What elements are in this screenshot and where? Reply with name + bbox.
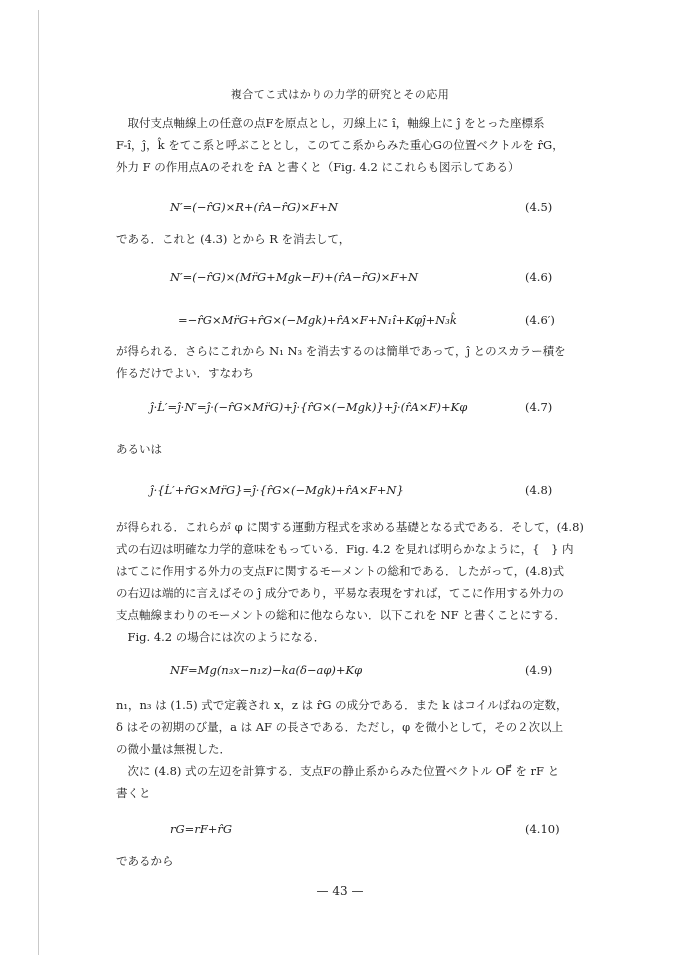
text-line: の微小量は無視した． — [116, 742, 231, 756]
text-line: 書くと — [116, 786, 151, 800]
text-line: n₁，n₃ は (1.5) 式で定義され x，z は r̂G の成分である．また k はコイルばねの定数， — [116, 698, 568, 712]
text-line: あるいは — [116, 442, 162, 456]
equation-number: (4.10) — [525, 822, 560, 836]
text-line: であるから — [116, 854, 174, 868]
equation-4-10: rG=rF+r̂G — [170, 822, 233, 836]
paragraph-or — [116, 438, 586, 460]
equation-4-6-prime: =−r̂G×Mr̈G+r̂G×(−Mgk)+r̂A×F+N₁î+Kφĵ+N₃k̂ — [178, 313, 457, 327]
text-line: 外力 F の作用点Aのそれを r̂A と書くと（Fig. 4.2 にこれらも図示してある） — [116, 160, 520, 174]
text-line: が得られる．これらが φ に関する運動方程式を求める基礎となる式である．そして，(4.8) — [116, 520, 584, 534]
equation-4-9: NF=Mg(n₃x−n₁z)−ka(δ−aφ)+Kφ — [170, 663, 363, 677]
equation-4-8: ĵ·{L̇′+r̂G×Mr̈G}=ĵ·{r̂G×(−Mgk)+r̂A×F+N} — [150, 483, 404, 497]
equation-4-6: N′=(−r̂G)×(Mr̈G+Mgk−F)+(r̂A−r̂G)×F+N — [170, 270, 419, 284]
text-line: F-î，ĵ，k̂ をてこ系と呼ぶこととし，このてこ系からみた重心Gの位置ベクトルを r̂G， — [116, 138, 564, 152]
paragraph-scalar-product — [116, 340, 586, 384]
text-line: 式の右辺は明確な力学的意味をもっている．Fig. 4.2 を見れば明らかなように，{ } 内 — [116, 542, 574, 556]
paragraph-intro — [116, 112, 586, 178]
equation-number: (4.8) — [525, 483, 553, 497]
equation-number: (4.9) — [525, 663, 553, 677]
text-line: 支点軸線まわりのモーメントの総和に他ならない．以下これを NF と書くことにする． — [116, 608, 566, 622]
running-header: 複合てこ式はかりの力学的研究とその応用 — [230, 88, 450, 101]
text-line: である．これと (4.3) とから R を消去して， — [116, 232, 351, 246]
binding-margin-line — [38, 10, 39, 955]
paragraph-definitions — [116, 694, 586, 804]
text-line: の右辺は端的に言えばその ĵ 成分であり，平易な表現をすれば，てこに作用する外力の — [116, 586, 564, 600]
equation-number: (4.6) — [525, 270, 553, 284]
text-line: Fig. 4.2 の場合には次のようになる． — [116, 630, 326, 644]
equation-number: (4.5) — [525, 200, 553, 214]
page-number: — 43 — — [316, 884, 364, 898]
text-line: 作るだけでよい．すなわち — [116, 366, 254, 380]
paragraph-eliminate-r — [116, 228, 586, 250]
equation-4-5: N′=(−r̂G)×R+(r̂A−r̂G)×F+N — [170, 200, 338, 214]
text-line: δ はその初期のび量，a は AF の長さである．ただし，φ を微小として，その２次以上 — [116, 720, 564, 734]
paragraph-therefore — [116, 850, 586, 872]
text-line: が得られる．さらにこれから N₁ N₃ を消去するのは簡単であって，ĵ とのスカラー積を — [116, 344, 566, 358]
text-line: はてこに作用する外力の支点Fに関するモーメントの総和である．したがって，(4.8)式 — [116, 564, 564, 578]
equation-number: (4.7) — [525, 400, 553, 414]
equation-number: (4.6′) — [525, 313, 555, 327]
text-line: 次に (4.8) 式の左辺を計算する．支点Fの静止系からみた位置ベクトル OF⃗ を rF と — [116, 764, 560, 778]
equation-4-7: ĵ·L̇′=ĵ·N′=ĵ·(−r̂G×Mr̈G)+ĵ·{r̂G×(−Mgk)}+ĵ·(r̂A×F)+Kφ — [150, 400, 468, 414]
text-line: 取付支点軸線上の任意の点Fを原点とし，刃線上に î，軸線上に ĵ をとった座標系 — [116, 116, 545, 130]
paragraph-physical-meaning — [116, 516, 586, 648]
